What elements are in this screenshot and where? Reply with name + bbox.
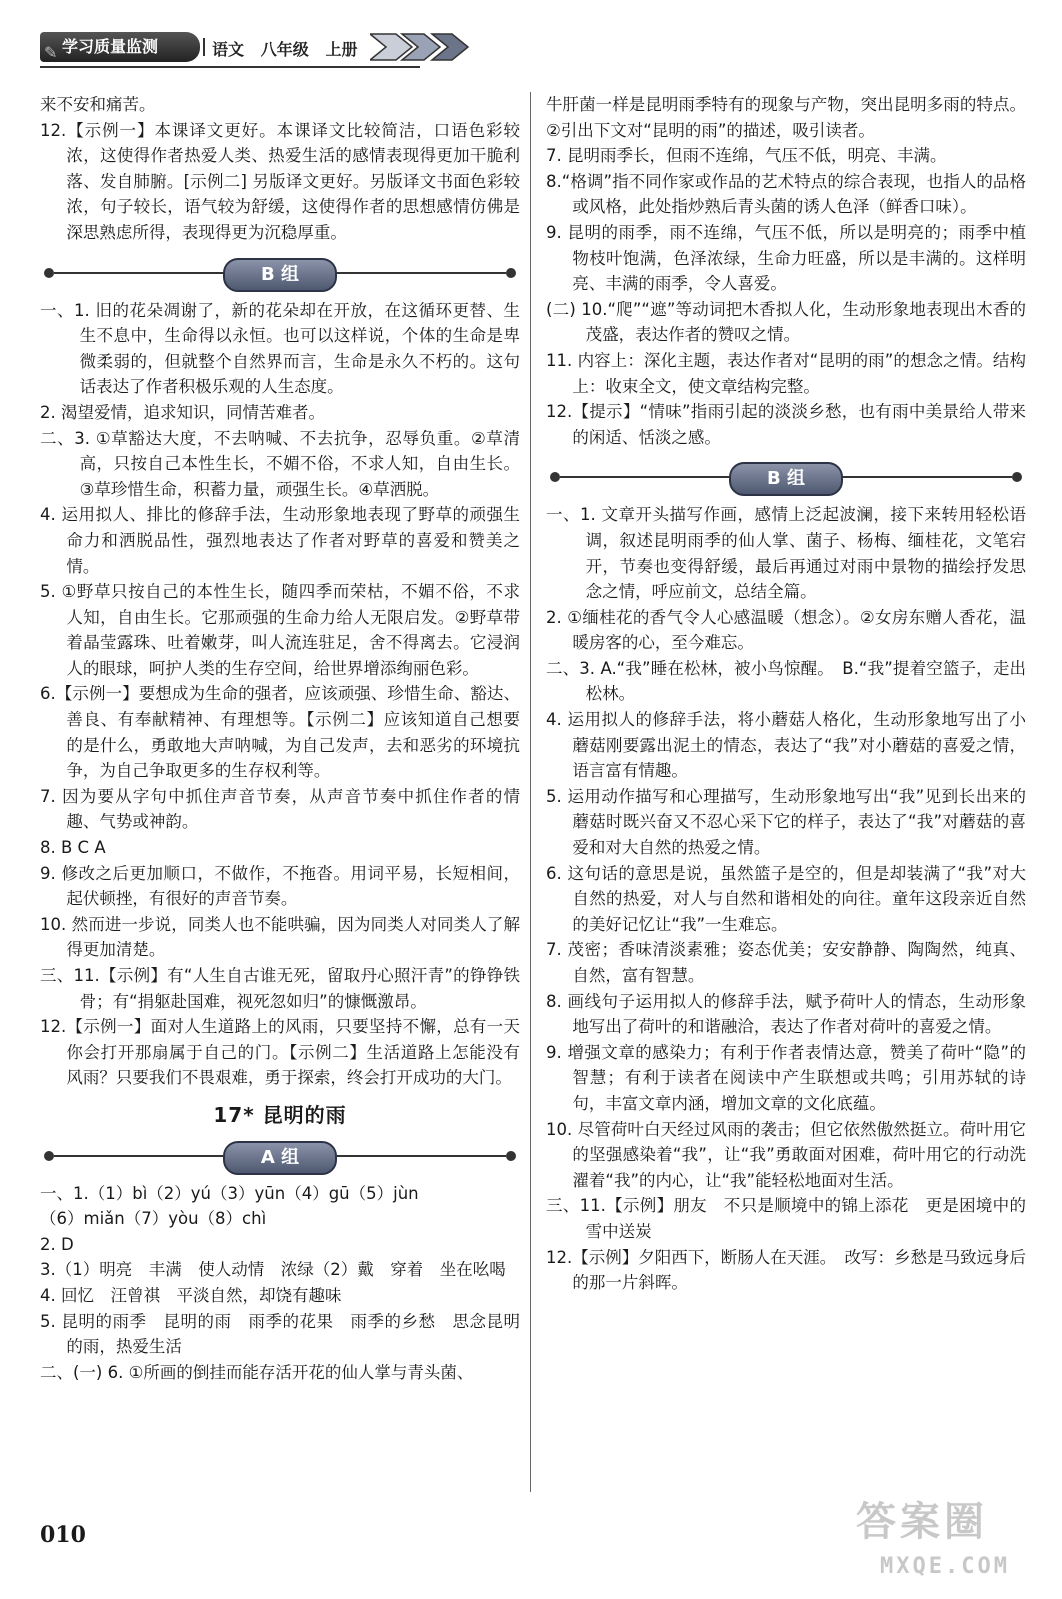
answer-item: (二) 10.“爬”“遮”等动词把木香拟人化，生动形象地表现出木香的茂盛，表达作者的赞叹之情。 xyxy=(546,299,1026,345)
page-number: 010 xyxy=(40,1522,86,1548)
answer-item: 5. ①野草只按自己的本性生长，随四季而荣枯，不媚不俗，不求人知，自由生长。它那顽强的生命力给人无限启发。②野草带着晶莹露珠、吐着嫩芽，叫人流连驻足，舍不得离去。它浸润人的眼球，呵护人类的生存空间，给世界增添绚丽色彩。 xyxy=(40,582,520,678)
header-grade: 八年级 xyxy=(260,40,309,59)
page-header xyxy=(40,28,460,68)
answer-item: 2. D xyxy=(40,1234,74,1254)
banner-dot xyxy=(1012,472,1022,482)
group-a-badge: A 组 xyxy=(223,1141,337,1175)
group-b-badge: B 组 xyxy=(223,258,337,292)
pen-icon: ✎ xyxy=(44,43,58,62)
answer-item: 三、11.【示例】有“人生自古谁无死，留取丹心照汗青”的铮铮铁骨；有“捐躯赴国难，视死忽如归”的慷慨激昂。 xyxy=(40,966,520,1011)
answer-item: 2. ①缅桂花的香气令人心感温暖（想念）。②女房东赠人香花，温暖房客的心，至今难忘。 xyxy=(546,607,1026,653)
banner-dot xyxy=(550,472,560,482)
header-subject: 语文 xyxy=(212,40,245,59)
header-subtitle xyxy=(212,37,357,60)
answer-item: 12.【示例一】本课译文更好。本课译文比较简洁，口语色彩较浓，这使得作者热爱人类、热爱生活的感情表现得更加干脆利落、发自肺腑。[示例二] 另版译文更好。另版译文书面色彩较浓，句子较长，语气较为舒缓，这使得作者的思想感情仿佛是深思熟虑所得，表现得更为沉稳厚重。 xyxy=(40,120,520,242)
group-b-badge: B 组 xyxy=(729,462,843,496)
right-column xyxy=(546,92,1026,1296)
answer-item: 7. 昆明雨季长，但雨不连绵，气压不低，明亮、丰满。 xyxy=(546,146,947,166)
answer-item: 4. 回忆 汪曾祺 平淡自然，却饶有趣味 xyxy=(40,1285,342,1305)
answer-item: 2. 渴望爱情，追求知识，同情苦难者。 xyxy=(40,402,325,422)
answer-item: 8. 画线句子运用拟人的修辞手法，赋予荷叶人的情态，生动形象地写出了荷叶的和谐融洽，表达了作者对荷叶的喜爱之情。 xyxy=(546,991,1026,1037)
answer-item: 二、3. ①草豁达大度，不去呐喊、不去抗争，忍辱负重。②草清高，只按自己本性生长，不媚不俗，不求人知，自由生长。③草珍惜生命，积蓄力量，顽强生长。④草洒脱。 xyxy=(40,428,520,499)
column-divider xyxy=(530,92,531,1492)
header-divider xyxy=(203,38,205,56)
answer-item: 来不安和痛苦。 xyxy=(40,95,156,114)
answer-item: 12.【示例】夕阳西下，断肠人在天涯。 改写：乡愁是马致远身后的那一片斜晖。 xyxy=(546,1247,1026,1293)
answer-item: 6. 这句话的意思是说，虽然篮子是空的，但是却装满了“我”对大自然的热爱，对人与自然和谐相处的向往。童年这段亲近自然的美好记忆让“我”一生难忘。 xyxy=(546,863,1026,934)
answer-item: 9. 昆明的雨季，雨不连绵，气压不低，所以是明亮的；雨季中植物枝叶饱满，色泽浓绿，生命力旺盛，所以是丰满的。这样明亮、丰满的雨季，令人喜爱。 xyxy=(546,222,1026,294)
group-a-banner xyxy=(40,1139,520,1173)
answer-item: 4. 运用拟人、排比的修辞手法，生动形象地表现了野草的顽强生命力和洒脱品性，强烈地表达了作者对野草的喜爱和赞美之情。 xyxy=(40,505,520,576)
banner-dot xyxy=(506,1151,516,1161)
answer-item: 12.【提示】“情味”指雨引起的淡淡乡愁，也有雨中美景给人带来的闲适、恬淡之感。 xyxy=(546,402,1026,447)
answer-item: 一、1. 旧的花朵凋谢了，新的花朵却在开放，在这循环更替、生生不息中，生命得以永恒。也可以这样说，个体的生命是卑微柔弱的，但就整个自然界而言，生命是永久不朽的。这句话表达了作者积极乐观的人生态度。 xyxy=(40,300,520,397)
answer-item: 6.【示例一】要想成为生命的强者，应该顽强、珍惜生命、豁达、善良、有奉献精神、有理想等。【示例二】应该知道自己想要的是什么，勇敢地大声呐喊，为自己发声，去和恶劣的环境抗争，为自己争取更多的生存权利等。 xyxy=(40,684,520,781)
left-column xyxy=(40,92,520,1385)
answer-item: 9. 增强文章的感染力；有利于作者表情达意，赞美了荷叶“隐”的智慧；有利于读者在阅读中产生联想或共鸣；引用苏轼的诗句，丰富文章内涵，增加文章的文化底蕴。 xyxy=(546,1042,1026,1113)
banner-dot xyxy=(44,1151,54,1161)
answer-item: 一、1. 文章开头描写作画，感情上泛起波澜，接下来转用轻松语调，叙述昆明雨季的仙人掌、菌子、杨梅、缅桂花，文笔宕开，节奏也变得舒缓，最后再通过对雨中景物的描绘抒发思念之情，呼应前文，总结全篇。 xyxy=(546,505,1026,602)
answer-item: 8.“格调”指不同作家或作品的艺术特点的综合表现，也指人的品格或风格，此处指炒熟后青头菌的诱人色泽（鲜香口味）。 xyxy=(546,171,1026,217)
watermark xyxy=(856,1490,1046,1590)
answer-item: 12.【示例一】面对人生道路上的风雨，只要坚持不懈，总有一天你会打开那扇属于自己的门。【示例二】生活道路上怎能没有风雨？只要我们不畏艰难，勇于探索，终会打开成功的大门。 xyxy=(40,1017,520,1088)
answer-item: 7. 茂密；香味清淡素雅；姿态优美；安安静静、陶陶然，纯真、自然，富有智慧。 xyxy=(546,940,1026,985)
watermark-logo: 答案圈 xyxy=(856,1499,988,1545)
answer-item: 二、3. A.“我”睡在松林，被小鸟惊醒。 B.“我”提着空篮子，走出松林。 xyxy=(546,658,1026,704)
group-b-banner xyxy=(40,256,520,290)
answer-item: 牛肝菌一样是昆明雨季特有的现象与产物，突出昆明多雨的特点。②引出下文对“昆明的雨”的描述，吸引读者。 xyxy=(546,95,1026,140)
answer-item: 4. 运用拟人的修辞手法，将小蘑菇人格化，生动形象地写出了小蘑菇刚要露出泥土的情态，表达了“我”对小蘑菇的喜爱之情，语言富有情趣。 xyxy=(546,710,1026,781)
header-rule xyxy=(40,66,420,68)
watermark-url: MXQE.COM xyxy=(880,1554,1010,1579)
answer-item: 8. B C A xyxy=(40,838,106,858)
answer-item: 9. 修改之后更加顺口，不做作，不拖沓。用词平易，长短相间，起伏顿挫，有很好的声音节奏。 xyxy=(40,863,520,909)
answer-item: 一、1.（1）bì（2）yú（3）yūn（4）gū（5）jùn xyxy=(40,1183,419,1203)
answer-item: 11. 内容上：深化主题，表达作者对“昆明的雨”的想念之情。结构上：收束全文，使文章结构完整。 xyxy=(546,350,1026,396)
banner-dot xyxy=(506,268,516,278)
answer-item: 5. 运用动作描写和心理描写，生动形象地写出“我”见到长出来的蘑菇时既兴奋又不忍心采下它的样子，表达了“我”对蘑菇的喜爱和对大自然的热爱之情。 xyxy=(546,786,1026,858)
answer-item: 10. 然而进一步说，同类人也不能哄骗，因为同类人对同类人了解得更加清楚。 xyxy=(40,914,520,960)
answer-item: 三、11.【示例】朋友 不只是顺境中的锦上添花 更是困境中的雪中送炭 xyxy=(546,1196,1026,1241)
chevron-arrows-icon xyxy=(370,30,480,64)
group-b-banner xyxy=(546,460,1026,494)
answer-item: 5. 昆明的雨季 昆明的雨 雨季的花果 雨季的乡愁 思念昆明的雨，热爱生活 xyxy=(40,1311,520,1357)
header-title: 学习质量监测 xyxy=(62,37,159,56)
banner-dot xyxy=(44,268,54,278)
answer-item: （6）miǎn（7）yòu（8）chì xyxy=(40,1209,267,1229)
answer-item: 二、(一) 6. ①所画的倒挂而能存活开花的仙人掌与青头菌、 xyxy=(40,1362,474,1382)
answer-item: 10. 尽管荷叶白天经过风雨的袭击；但它依然傲然挺立。荷叶用它的坚强感染着“我”，让“我”勇敢面对困难，荷叶用它的行动洗濯着“我”的内心，让“我”能轻松地面对生活。 xyxy=(546,1119,1026,1190)
header-volume: 上册 xyxy=(325,40,358,59)
header-tab xyxy=(40,32,200,62)
answer-item: 3.（1）明亮 丰满 使人动情 浓绿（2）戴 穿着 坐在吆喝 xyxy=(40,1260,506,1280)
answer-item: 7. 因为要从字句中抓住声音节奏，从声音节奏中抓住作者的情趣、气势或神韵。 xyxy=(40,786,520,832)
lesson-title: 17* 昆明的雨 xyxy=(213,1102,347,1127)
